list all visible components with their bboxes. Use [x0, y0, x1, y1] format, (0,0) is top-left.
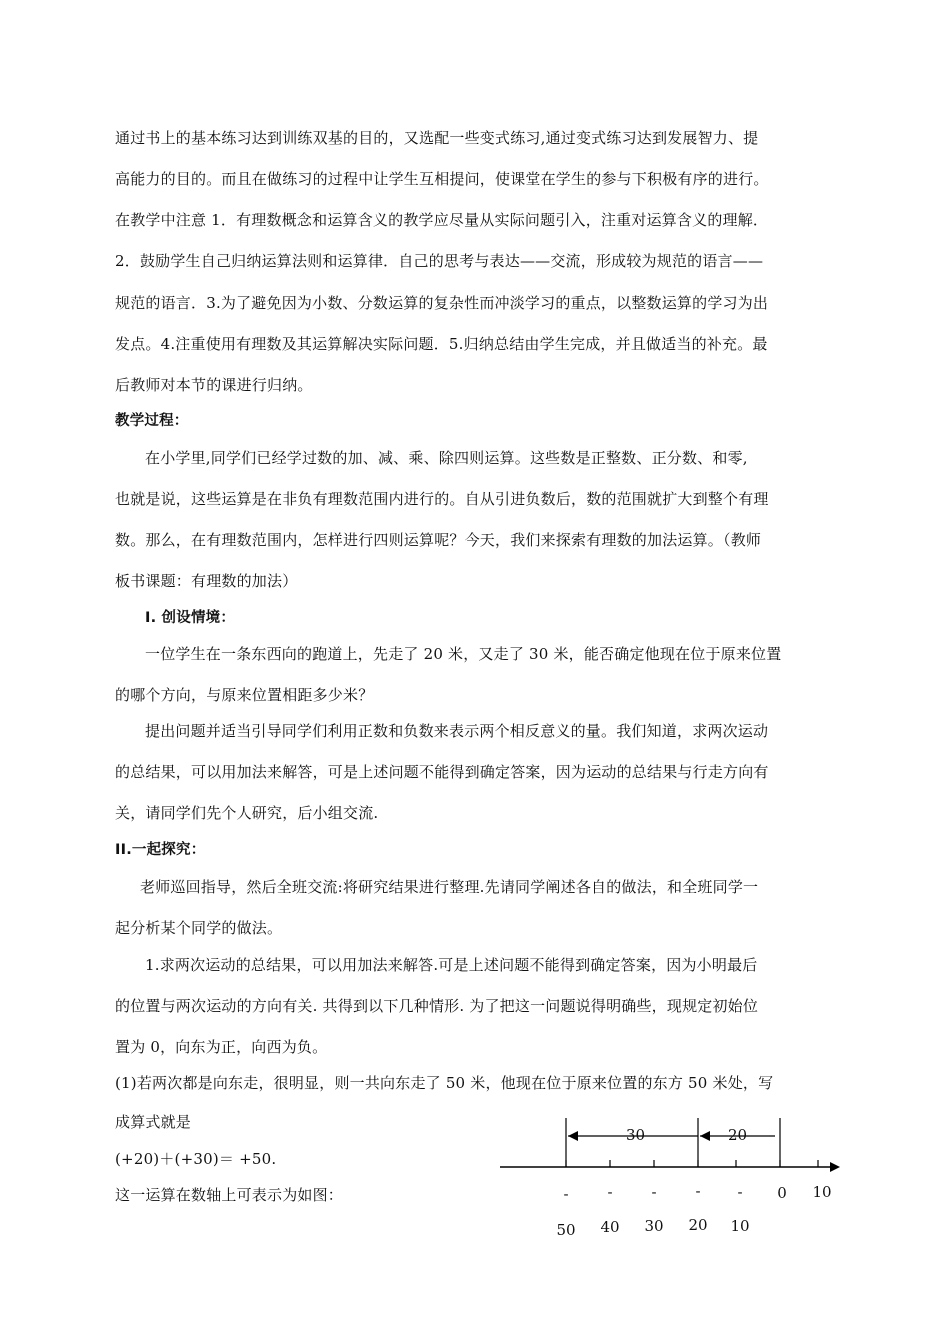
arrowhead-left [568, 1131, 578, 1141]
paragraph-line: 老师巡回指导，然后全班交流:将研究结果进行整理.先请同学阐述各自的做法，和全班同学一 [140, 878, 759, 896]
paragraph-line: 成算式就是 [115, 1113, 192, 1131]
tick-label-value: 10 [812, 1183, 832, 1201]
paragraph-line: 一位学生在一条东西向的跑道上，先走了 20 米，又走了 30 米，能否确定他现在位于原来位置 [145, 645, 782, 663]
paragraph-line: 2．鼓励学生自己归纳运算法则和运算律．自己的思考与表达——交流，形成较为规范的语言—— [115, 252, 764, 270]
tick-label-sign: - [563, 1185, 569, 1203]
paragraph-line: 的总结果，可以用加法来解答，可是上述问题不能得到确定答案，因为运动的总结果与行走方向有 [115, 763, 769, 781]
paragraph-line: 在小学里,同学们已经学过数的加、减、乘、除四则运算。这些数是正整数、正分数、和零, [145, 449, 748, 467]
paragraph-line: 关，请同学们先个人研究，后小组交流. [115, 804, 379, 822]
section-heading: II.一起探究： [115, 842, 206, 858]
paragraph-line: 置为 0，向东为正，向西为负。 [115, 1038, 328, 1056]
paragraph-line: 也就是说，这些运算是在非负有理数范围内进行的。自从引进负数后，数的范围就扩大到整个有理 [115, 490, 769, 508]
tick-label-value: 30 [644, 1217, 664, 1235]
tick-label-sign: - [737, 1183, 743, 1201]
paragraph-line: 高能力的目的。而且在做练习的过程中让学生互相提问，使课堂在学生的参与下积极有序的进行。 [115, 170, 769, 188]
arrowhead-left [700, 1131, 710, 1141]
tick-label-value: 40 [600, 1218, 620, 1236]
number-line-figure [490, 1100, 850, 1250]
segment-label-30: 30 [626, 1126, 646, 1144]
paragraph-line: 的哪个方向，与原来位置相距多少米？ [115, 686, 374, 704]
paragraph-line: 数。那么，在有理数范围内，怎样进行四则运算呢？今天，我们来探索有理数的加法运算。（教师 [115, 531, 762, 549]
paragraph-line: 板书课题：有理数的加法） [115, 572, 298, 590]
tick-label-value: 20 [688, 1216, 708, 1234]
tick-label-value: 10 [730, 1217, 750, 1235]
paragraph-line: 在教学中注意 1．有理数概念和运算含义的教学应尽量从实际问题引入，注重对运算含义的理解． [115, 211, 769, 229]
tick-label-value: 50 [556, 1221, 576, 1239]
equation-line: (+20)＋(+30)＝ +50. [115, 1150, 277, 1168]
section-heading: I. 创设情境： [145, 610, 236, 626]
segment-label-20: 20 [728, 1126, 748, 1144]
paragraph-line: 提出问题并适当引导同学们利用正数和负数来表示两个相反意义的量。我们知道，求两次运动 [145, 722, 769, 740]
section-heading: 教学过程： [115, 413, 189, 429]
tick-label-sign: - [695, 1182, 701, 1200]
axis-arrowhead [830, 1162, 840, 1172]
tick-label-zero: 0 [777, 1184, 787, 1202]
paragraph-line: 1.求两次运动的总结果，可以用加法来解答.可是上述问题不能得到确定答案，因为小明最后 [145, 956, 758, 974]
paragraph-line: 后教师对本节的课进行归纳。 [115, 376, 313, 394]
paragraph-line: 起分析某个同学的做法。 [115, 919, 283, 937]
tick-label-sign: - [651, 1183, 657, 1201]
tick-label-sign: - [607, 1183, 613, 1201]
paragraph-line: 规范的语言．3.为了避免因为小数、分数运算的复杂性而冲淡学习的重点，以整数运算的学习为出 [115, 294, 769, 312]
paragraph-line: 这一运算在数轴上可表示为如图： [115, 1186, 344, 1204]
paragraph-line: (1)若两次都是向东走，很明显，则一共向东走了 50 米，他现在位于原来位置的东方 50 米处，写 [115, 1074, 774, 1092]
paragraph-line: 通过书上的基本练习达到训练双基的目的，又选配一些变式练习,通过变式练习达到发展智力、提 [115, 129, 759, 147]
paragraph-line: 的位置与两次运动的方向有关. 共得到以下几种情形. 为了把这一问题说得明确些，现规定初始位 [115, 997, 759, 1015]
number-line-svg [490, 1100, 850, 1250]
paragraph-line: 发点。4.注重使用有理数及其运算解决实际问题．5.归纳总结由学生完成，并且做适当的补充。最 [115, 335, 768, 353]
